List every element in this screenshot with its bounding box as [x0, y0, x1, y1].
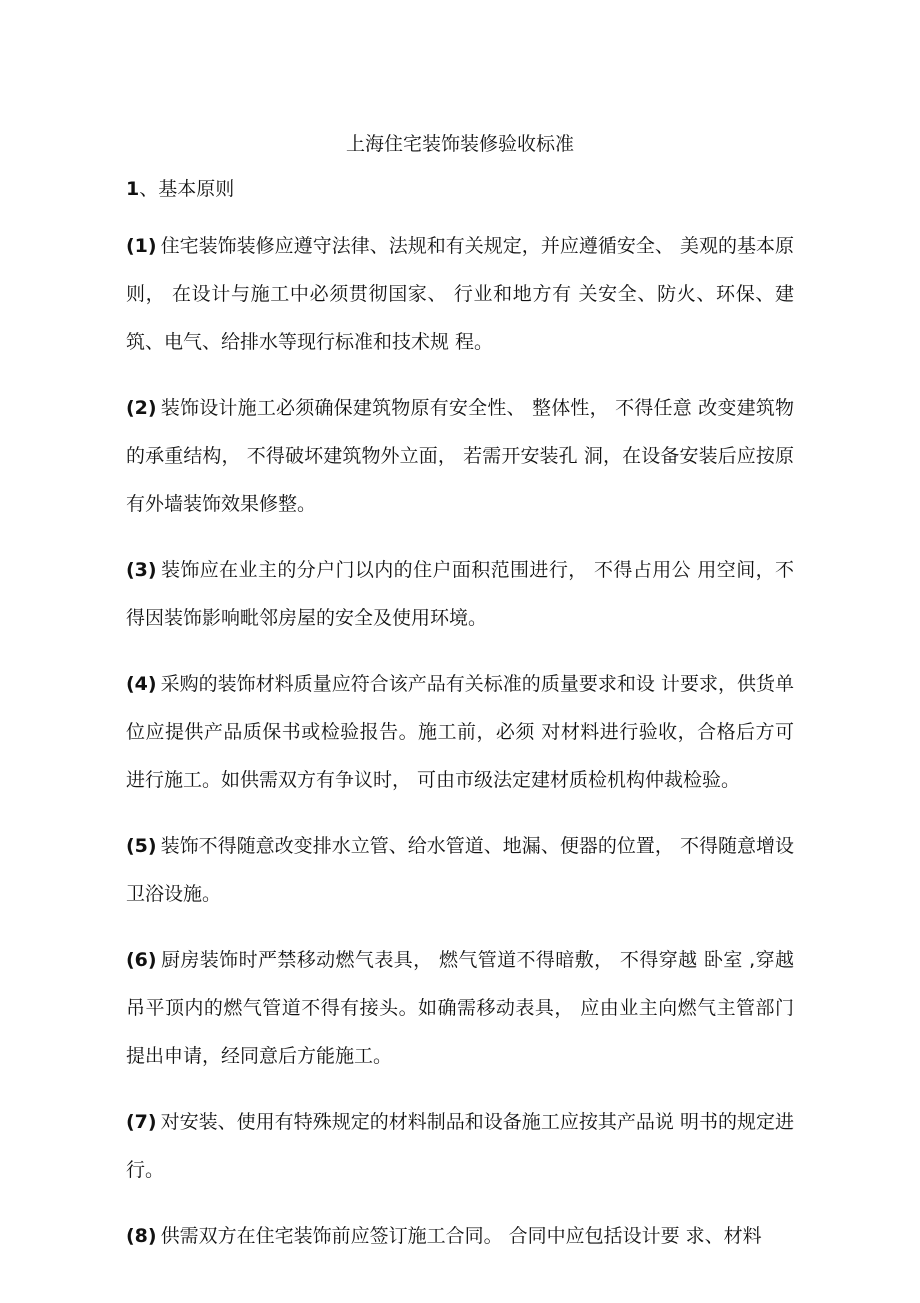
paragraph-number: (4) [126, 673, 157, 695]
paragraph-text: 供需双方在住宅装饰前应签订施工合同。 合同中应包括设计要 求、材料 [160, 1225, 762, 1247]
paragraph-number: (2) [126, 397, 157, 419]
paragraph-text: 采购的装饰材料质量应符合该产品有关标准的质量要求和设 计要求，供货单位应提供产品质保书或检验报告。施工前，必须 对材料进行验收，合格后方可进行施工。如供需双方有争议时， 可由市级法定建材质检机构仲裁检验。 [126, 673, 794, 791]
paragraph-text: 对安装、使用有特殊规定的材料制品和设备施工应按其产品说 明书的规定进行。 [126, 1111, 794, 1181]
section-heading-text: 基本原则 [158, 178, 235, 200]
paragraph-number: (5) [126, 835, 157, 857]
paragraph-number: (1) [126, 235, 157, 257]
paragraph-1 [126, 222, 794, 366]
paragraph-3 [126, 546, 794, 642]
paragraph-text: 装饰应在业主的分户门以内的住户面积范围进行， 不得占用公 用空间，不得因装饰影响毗邻房屋的安全及使用环境。 [126, 559, 794, 629]
document-body [126, 128, 794, 1278]
section-number: 1 [126, 178, 140, 200]
paragraph-text: 装饰设计施工必须确保建筑物原有安全性、 整体性， 不得任意 改变建筑物的承重结构， 不得破坏建筑物外立面， 若需开安装孔 洞，在设备安装后应按原有外墙装饰效果修整。 [126, 397, 794, 515]
paragraph-5 [126, 822, 794, 918]
paragraph-4 [126, 660, 794, 804]
paragraph-8 [126, 1212, 794, 1260]
document-title: 上海住宅装饰装修验收标准 [345, 133, 574, 155]
paragraph-6 [126, 936, 794, 1080]
paragraph-text: 厨房装饰时严禁移动燃气表具， 燃气管道不得暗敷， 不得穿越 卧室 ,穿越吊平顶内的燃气管道不得有接头。如确需移动表具， 应由业主向燃气主管部门提出申请，经同意后方能施工。 [126, 949, 794, 1067]
paragraph-text: 装饰不得随意改变排水立管、给水管道、地漏、便器的位置， 不得随意增设卫浴设施。 [126, 835, 794, 905]
paragraph-number: (6) [126, 949, 157, 971]
paragraph-7 [126, 1098, 794, 1194]
paragraph-2 [126, 384, 794, 528]
paragraph-text: 住宅装饰装修应遵守法律、法规和有关规定，并应遵循安全、 美观的基本原则， 在设计与施工中必须贯彻国家、 行业和地方有 关安全、防火、环保、建筑、电气、给排水等现行标准和技术规 程。 [126, 235, 794, 353]
section-heading [126, 174, 794, 204]
paragraph-number: (8) [126, 1225, 157, 1247]
section-separator: 、 [139, 178, 159, 200]
paragraph-number: (7) [126, 1111, 157, 1133]
paragraph-number: (3) [126, 559, 157, 581]
